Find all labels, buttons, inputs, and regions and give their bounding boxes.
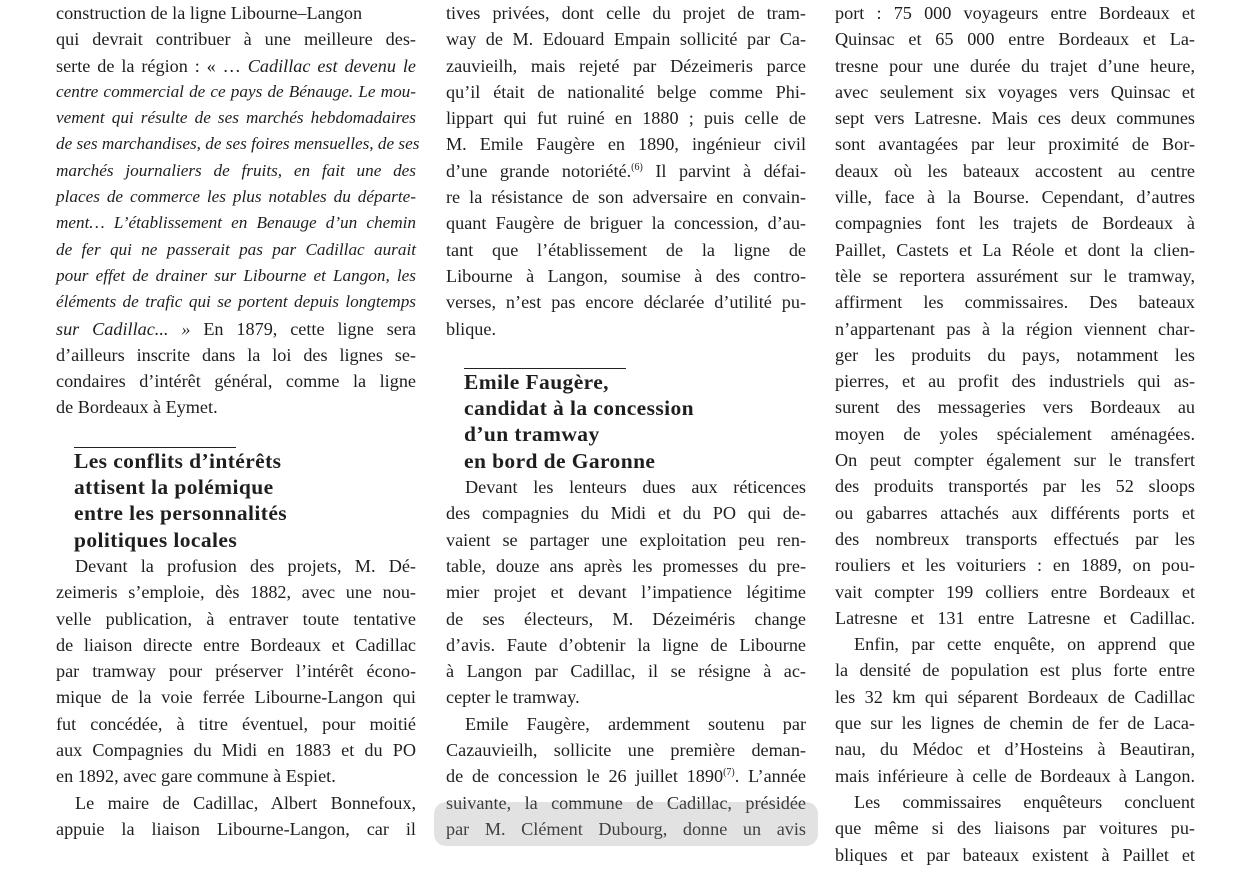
text-line: Emile Faugère, ardemment soutenu par — [465, 713, 806, 734]
text-line: blique. — [446, 318, 497, 339]
text-line: que même si des liaisons par voitures pu- — [835, 818, 1195, 839]
column-right — [835, 0, 1195, 868]
text-line: velle publication, à entraver toute tentative — [56, 608, 416, 629]
text-line: ment… L’établissement en Benauge d’un chemin — [56, 213, 416, 233]
section-heading-line: entre les personnalités — [74, 501, 288, 526]
text-line: tèle se reportera assurément sur le tramway, — [835, 265, 1195, 286]
text-line: les 32 km qui séparent Bordeaux de Cadillac — [835, 686, 1195, 707]
text-line: de Bordeaux à Eymet. — [56, 397, 218, 418]
section-heading-line: Les conflits d’intérêts — [74, 448, 282, 473]
text-line: moyen de yoles spécialement aménagées. — [835, 423, 1195, 444]
text-line: quant Faugère de briguer la concession, d’au- — [446, 213, 806, 234]
text-line: Enfin, par cette enquête, on apprend que — [854, 634, 1195, 655]
text-line: zeimeris s’emploie, dès 1882, avec une nou- — [56, 582, 416, 603]
text-line: tant que l’établissement de la ligne de — [446, 239, 806, 260]
section-heading-line: en bord de Garonne — [464, 448, 656, 473]
text-line: port : 75 000 voyageurs entre Bordeaux et — [835, 3, 1195, 23]
text-line: surent des messageries vers Bordeaux au — [835, 397, 1195, 418]
text-line: aux Compagnies du Midi en 1883 et du PO — [56, 740, 416, 761]
text-line: en 1892, avec gare commune à Espiet. — [56, 766, 336, 787]
text-run: serte de la région : « … — [56, 55, 248, 76]
text-line: zauvieilh, mais rejeté par Dézeimeris parce — [446, 55, 806, 76]
text-line: Devant la profusion des projets, M. Dé- — [75, 555, 416, 576]
text-line: par M. Clément Dubourg, donne un avis — [446, 818, 806, 839]
text-run: de de concession le 26 juillet 1890 — [446, 766, 724, 787]
text-line: compagnies font les trajets de Bordeaux à — [835, 213, 1195, 234]
text-line: affirment les commissaires. Des bateaux — [835, 292, 1195, 313]
text-line: sont avantagées par leur proximité de Bor- — [835, 134, 1195, 155]
text-line: de ses marchandises, de ses foires mensuelles, de ses — [56, 134, 420, 154]
section-heading-line: politiques locales — [74, 527, 238, 552]
text-line: marchés journaliers de fruits, en fait une des — [56, 160, 416, 180]
section-gap — [446, 342, 806, 368]
viewer-toolbar-overlay[interactable] — [434, 802, 818, 846]
text-line: Le maire de Cadillac, Albert Bonnefoux, — [75, 792, 416, 813]
text-run: . L’année — [734, 766, 806, 787]
text-line — [56, 316, 416, 342]
text-line: Libourne à Langon, soumise à des contro- — [446, 265, 806, 286]
text-line: deaux où les bateaux accostent au centre — [835, 160, 1195, 181]
text-line: à Langon par Cadillac, il se résigne à ac- — [446, 661, 806, 682]
section-heading-line: attisent la polémique — [74, 475, 274, 500]
text-line: de ses électeurs, M. Dézeiméris change — [446, 608, 806, 629]
text-line — [56, 53, 416, 79]
text-run: sur Cadillac... » — [56, 318, 191, 339]
text-line: ville, face à la Bourse. Cependant, d’autres — [835, 187, 1195, 208]
section-heading-line: d’un tramway — [464, 422, 600, 447]
text-line: nau, du Médoc et d’Hosteins à Beautiran, — [835, 739, 1195, 760]
text-line: Cazauvieilh, sollicite une première deman- — [446, 740, 806, 761]
text-line: vement qui résulte de ses marchés hebdomadaires — [56, 108, 416, 128]
text-line: qu’il était de nationalité belge comme Phi- — [446, 81, 806, 102]
text-line — [446, 158, 806, 184]
text-run: d’une grande notoriété. — [446, 160, 632, 181]
text-line: de fer qui ne passerait pas par Cadillac aurait — [56, 239, 416, 259]
text-line: par tramway pour préserver l’intérêt écono- — [56, 661, 416, 682]
footnote-ref: (6) — [631, 161, 643, 173]
text-line: d’ailleurs inscrite dans la loi des lignes se- — [56, 344, 416, 365]
text-line: table, douze ans après les promesses du pre- — [446, 555, 806, 576]
text-line: Devant les lenteurs dues aux réticences — [465, 477, 806, 498]
text-line: des produits transportés par les 52 sloops — [835, 476, 1195, 497]
text-line: Quinsac et 65 000 entre Bordeaux et La- — [835, 29, 1195, 50]
text-line: fut concédée, à titre éventuel, pour moitié — [56, 713, 416, 734]
text-line: lippart qui fut ruiné en 1880 ; puis celle de — [446, 108, 806, 129]
text-line: éléments de trafic qui se portent depuis longtemps — [56, 292, 416, 312]
text-run: Cadillac est devenu le — [247, 55, 416, 76]
column-middle — [446, 0, 806, 842]
text-line: On peut compter également sur le transfert — [835, 450, 1195, 471]
text-line: avec seulement six voyages vers Quinsac et — [835, 81, 1195, 102]
footnote-ref: (7) — [723, 767, 735, 779]
text-line: bliques et par bateaux existent à Paillet et — [835, 844, 1195, 865]
text-line: condaires d’intérêt général, comme la ligne — [56, 371, 416, 392]
text-run: En 1879, cette ligne sera — [190, 318, 416, 339]
section-gap — [56, 421, 416, 447]
text-line: places de commerce les plus notables du départe- — [56, 187, 416, 207]
text-run: Il parvint à défai- — [642, 160, 806, 181]
text-line: des compagnies du Midi et du PO qui de- — [446, 503, 806, 524]
text-line: sept vers Latresne. Mais ces deux communes — [835, 108, 1195, 129]
section-heading-line: Emile Faugère, — [464, 369, 609, 394]
text-line: construction de la ligne Libourne–Langon — [56, 3, 363, 23]
text-line: suivante, la commune de Cadillac, présidée — [446, 792, 806, 813]
text-line: cepter le tramway. — [446, 687, 580, 708]
text-line: appuie la liaison Libourne-Langon, car il — [56, 818, 416, 839]
text-line: Latresne et 131 entre Latresne et Cadillac. — [835, 607, 1195, 628]
text-line: pour effet de drainer sur Libourne et Langon, les — [56, 265, 416, 285]
text-line: rouliers et les voituriers : en 1889, on pou- — [835, 555, 1195, 576]
text-line: la densité de population est plus forte entre — [835, 660, 1195, 681]
text-line: mique de la voie ferrée Libourne-Langon qui — [56, 687, 416, 708]
text-line: vaient se partager une exploitation peu ren- — [446, 529, 806, 550]
text-line: re la résistance de son adversaire en convain- — [446, 187, 806, 208]
text-line: vait compter 199 colliers entre Bordeaux et — [835, 581, 1195, 602]
text-line: mier projet et devant l’impatience légitime — [446, 582, 806, 603]
text-line: que sur les lignes de chemin de fer de Laca- — [835, 713, 1195, 734]
text-line: Paillet, Castets et La Réole et dont la clien- — [835, 239, 1195, 260]
text-line: way de M. Edouard Empain sollicité par Ca- — [446, 29, 806, 50]
text-line: pierres, et au profit des industriels qui as- — [835, 371, 1195, 392]
column-left — [56, 0, 420, 842]
text-line — [446, 763, 806, 789]
text-line: qui devrait contribuer à une meilleure des- — [56, 29, 416, 50]
text-line: tresne pour une durée du trajet d’une heure, — [835, 55, 1195, 76]
text-line: des nombreux transports effectués par les — [835, 528, 1195, 549]
text-line: Les commissaires enquêteurs concluent — [854, 791, 1195, 812]
text-line: d’avis. Faute d’obtenir la ligne de Libourne — [446, 634, 806, 655]
text-line: verses, n’est pas encore déclarée d’utilité pu- — [446, 292, 806, 313]
text-line: n’appartenant pas à la région viennent char- — [835, 318, 1195, 339]
text-line: ger les produits du pays, notamment les — [835, 344, 1195, 365]
text-line: tives privées, dont celle du projet de tram- — [446, 3, 806, 23]
section-heading-line: candidat à la concession — [464, 396, 694, 421]
text-line: centre commercial de ce pays de Bénauge. Le mou- — [56, 81, 416, 101]
text-line: de liaison directe entre Bordeaux et Cadillac — [56, 634, 416, 655]
text-line: mais inférieure à celle de Bordeaux à Langon. — [835, 765, 1195, 786]
text-line: M. Emile Faugère en 1890, ingénieur civil — [446, 134, 806, 155]
text-line: ou gabarres attachés aux différents ports et — [835, 502, 1195, 523]
